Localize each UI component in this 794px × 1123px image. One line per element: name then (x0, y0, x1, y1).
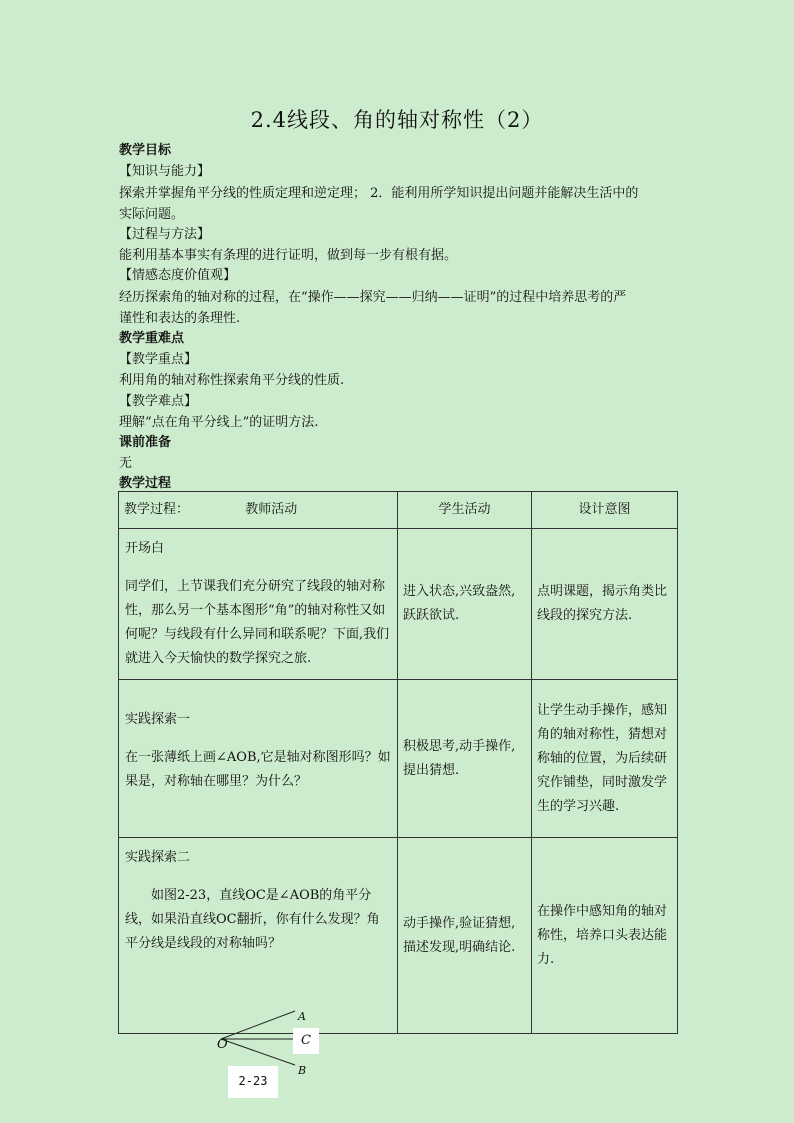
table-header-row (119, 492, 678, 529)
knowledge-heading: 【知识与能力】 (119, 164, 211, 179)
difficult-heading: 【教学难点】 (119, 394, 198, 409)
stage-title: 开场白 (125, 541, 165, 556)
student-activity: 积极思考,动手操作,提出猜想. (398, 680, 532, 838)
table-row (119, 529, 678, 680)
knowledge-text-2: 实际问题。 (119, 207, 185, 222)
teacher-activity: 同学们，上节课我们充分研究了线段的轴对称性，那么另一个基本图形“角”的轴对称性又如何呢？与线段有什么异同和联系呢？下面,我们就进入今天愉快的数学探究之旅. (125, 579, 390, 666)
header-process: 教学过程： (124, 502, 190, 517)
teacher-activity: 在一张薄纸上画∠AOB,它是轴对称图形吗？如果是，对称轴在哪里？为什么？ (125, 750, 391, 789)
header-cell-teacher (119, 492, 398, 529)
process-text: 能利用基本事实有条理的进行证明，做到每一步有根有据。 (119, 248, 458, 263)
emotion-heading: 【情感态度价值观】 (119, 268, 237, 283)
design-intent: 点明课题，揭示角类比线段的探究方法. (532, 529, 678, 680)
process-table-heading: 教学过程 (119, 476, 172, 491)
lesson-plan-table (118, 491, 678, 1034)
point-a-label: A (298, 1010, 306, 1023)
header-student: 学生活动 (398, 492, 532, 529)
point-b-label: B (298, 1064, 307, 1077)
stage-title: 实践探索一 (125, 712, 191, 727)
ray-oa (221, 1011, 295, 1039)
teacher-cell (119, 529, 398, 680)
design-intent: 在操作中感知角的轴对称性，培养口头表达能力. (532, 838, 678, 1034)
stage-title: 实践探索二 (125, 850, 191, 865)
point-o-label: O (217, 1037, 228, 1052)
teacher-activity: 如图2-23，直线OC是∠AOB的角平分线，如果沿直线OC翻折，你有什么发现？角平分线是线段的对称轴吗？ (125, 888, 380, 951)
ray-ob (221, 1039, 295, 1065)
student-activity: 动手操作,验证猜想,描述发现,明确结论. (398, 838, 532, 1034)
design-intent: 让学生动手操作，感知角的轴对称性，猜想对称轴的位置，为后续研究作铺垫，同时激发学生的学习兴趣. (532, 680, 678, 838)
key-heading: 教学重难点 (119, 331, 185, 346)
page-title: 2.4线段、角的轴对称性（2） (250, 108, 544, 132)
teacher-cell (119, 680, 398, 838)
knowledge-text-1: 探索并掌握角平分线的性质定理和逆定理； 2．能利用所学知识提出问题并能解决生活中的 (119, 186, 639, 201)
header-intent: 设计意图 (532, 492, 678, 529)
figure-caption: 2-23 (228, 1066, 278, 1098)
key-point-heading: 【教学重点】 (119, 352, 198, 367)
difficult-text: 理解“点在角平分线上”的证明方法. (119, 415, 319, 430)
student-activity: 进入状态,兴致盎然,跃跃欲试. (398, 529, 532, 680)
process-heading: 【过程与方法】 (119, 227, 211, 242)
prep-heading: 课前准备 (119, 435, 172, 450)
key-point-text: 利用角的轴对称性探索角平分线的性质. (119, 373, 345, 388)
point-c-label: C (293, 1028, 319, 1054)
table-row (119, 838, 678, 1034)
emotion-text-2: 谨性和表达的条理性. (119, 311, 241, 326)
goals-heading: 教学目标 (119, 143, 172, 158)
prep-text: 无 (119, 456, 133, 471)
table-row (119, 680, 678, 838)
header-teacher: 教师活动 (245, 502, 298, 517)
emotion-text-1: 经历探索角的轴对称的过程，在“操作——探究——归纳——证明”的过程中培养思考的严 (119, 290, 627, 305)
